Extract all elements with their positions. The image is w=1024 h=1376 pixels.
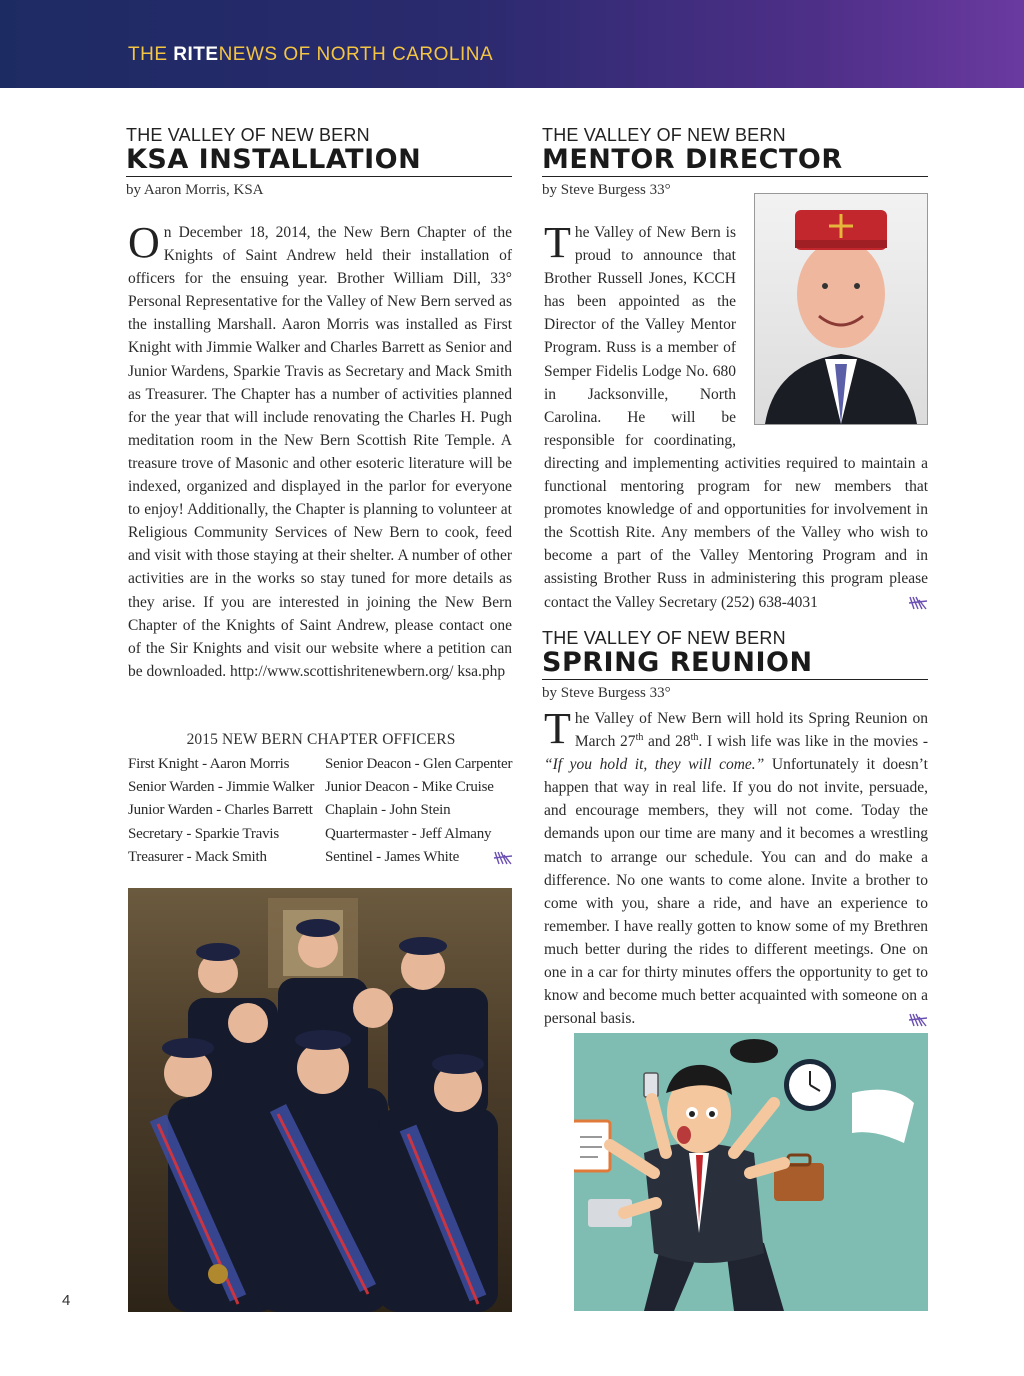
mentor-article bbox=[542, 125, 928, 201]
ksa-body bbox=[128, 218, 512, 683]
mentor-byline: by Steve Burgess 33° bbox=[542, 182, 671, 198]
mentor-headline: MENTOR DIRECTOR bbox=[542, 145, 928, 177]
mentor-body-text: he Valley of New Bern is proud to announce that Brother Russell Jones, KCCH has been appointed as the Director of the Valley Mentor Program. Russ is a member of Semper Fidelis Lodge No. 680 in Jacksonville, North Carolina. He will be responsible for coordinating, directing and implementing activities required to maintain a functional mentoring program for new members that promotes knowledge of and opportunities for involvement in the Scottish Rite. Any members of the Valley who wish to become a part of the Valley Mentoring Program and in assisting Brother Russ in administering this program please contact the Valley Secretary (252) 638-4031 bbox=[544, 224, 928, 611]
ksa-dropcap: O bbox=[128, 218, 160, 267]
page-number: 4 bbox=[62, 1292, 71, 1309]
mentor-portrait bbox=[754, 193, 928, 425]
reunion-body: The Valley of New Bern will hold its Spring Reunion on March 27th and 28th. I wish life was like in the movies - “If you hold it, they will come.” Unfortunately it doesn’t happen that way in real life. If you do not invite, persuade, and encourage members, they will not come. Today the demands upon our time are many and it becomes a wrestling match to arrange our schedule. You can and do make a difference. No one wants to come alone. Invite a brother to come with you, share a ride, and have an experience to remember. I have really gotten to know some of my Brethren much better during the rides to different meetings. One on one in a car for thirty minutes offers the opportunity to get to know and become much better acquainted with someone on a personal basis. bbox=[544, 704, 929, 1028]
ksa-byline: by Aaron Morris, KSA bbox=[126, 182, 264, 198]
officers-box bbox=[128, 731, 514, 869]
officer-entry: Senior Deacon - Glen Carpenter bbox=[325, 756, 513, 772]
reunion-dropcap: T bbox=[544, 704, 571, 753]
ksa-group-photo bbox=[128, 888, 512, 1312]
officers-title: 2015 NEW BERN CHAPTER OFFICERS bbox=[186, 731, 456, 748]
officer-entry: Treasurer - Mack Smith bbox=[128, 848, 267, 865]
officers-list bbox=[128, 753, 514, 869]
officer-entry: Senior Warden - Jimmie Walker bbox=[128, 779, 315, 796]
reunion-kicker: THE VALLEY OF NEW BERN bbox=[542, 628, 786, 648]
officer-entry: Junior Warden - Charles Barrett bbox=[128, 802, 313, 819]
ksa-kicker: THE VALLEY OF NEW BERN bbox=[126, 125, 370, 145]
publication-title: THE RITENEWS OF NORTH CAROLINA bbox=[128, 44, 494, 65]
busy-businessman-illustration bbox=[574, 1033, 928, 1311]
officer-entry: Sentinel - James White bbox=[325, 848, 460, 865]
mentor-dropcap: T bbox=[544, 218, 571, 267]
businessman-drawing bbox=[574, 1033, 928, 1311]
ksa-article bbox=[126, 125, 512, 201]
portrait-illustration bbox=[755, 194, 927, 424]
officer-entry: Chaplain - John Stein bbox=[325, 802, 451, 819]
end-mark-icon bbox=[908, 595, 928, 611]
reunion-quote: “If you hold it, they will come.” bbox=[544, 756, 765, 774]
reunion-headline: SPRING REUNION bbox=[542, 648, 928, 680]
reunion-byline: by Steve Burgess 33° bbox=[542, 685, 671, 701]
officer-entry: First Knight - Aaron Morris bbox=[128, 756, 290, 772]
officer-entry: Quartermaster - Jeff Almany bbox=[325, 825, 492, 842]
group-photo-illustration bbox=[128, 888, 512, 1312]
ksa-headline: KSA INSTALLATION bbox=[126, 145, 512, 177]
end-mark-icon bbox=[908, 1012, 928, 1028]
ksa-body-text: n December 18, 2014, the New Bern Chapter of the Knights of Saint Andrew held their installation of officers for the ensuing year. Brother William Dill, 33° Personal Representative for the Valley of New Bern served as the installing Marshall. Aaron Morris was installed as First Knight with Jimmie Walker and Charles Barrett as Senior and Junior Wardens, Sparkie Travis as Secretary and Mack Smith as Treasurer. The Chapter has a number of activities planned for the year that will include renovating the Charles H. Pugh meditation room in the New Bern Scottish Rite Temple. A treasure trove of Masonic and other esoteric literature will be indexed, organized and displayed in the parlor for everyone to enjoy! Additionally, the Chapter is planning to volunteer at Religious Community Services of New Bern to cook, feed and visit with those staying at their shelter. A number of other activities are in the works so stay tuned for more details as they arise. If you are interested in joining the New Bern Chapter of the Knights of Saint Andrew, please contact one of the Sir Knights and visit our website where a petition can be downloaded. http://www.scottishritenewbern.org/ ksa.php bbox=[128, 224, 512, 680]
end-mark-icon bbox=[493, 850, 513, 866]
reunion-article bbox=[542, 628, 928, 704]
officer-entry: Junior Deacon - Mike Cruise bbox=[325, 779, 494, 796]
mentor-kicker: THE VALLEY OF NEW BERN bbox=[542, 125, 786, 145]
officer-entry: Secretary - Sparkie Travis bbox=[128, 825, 280, 842]
publication-title-bold: RITE bbox=[173, 44, 219, 65]
mentor-body bbox=[544, 218, 928, 614]
header-banner bbox=[0, 0, 1024, 88]
